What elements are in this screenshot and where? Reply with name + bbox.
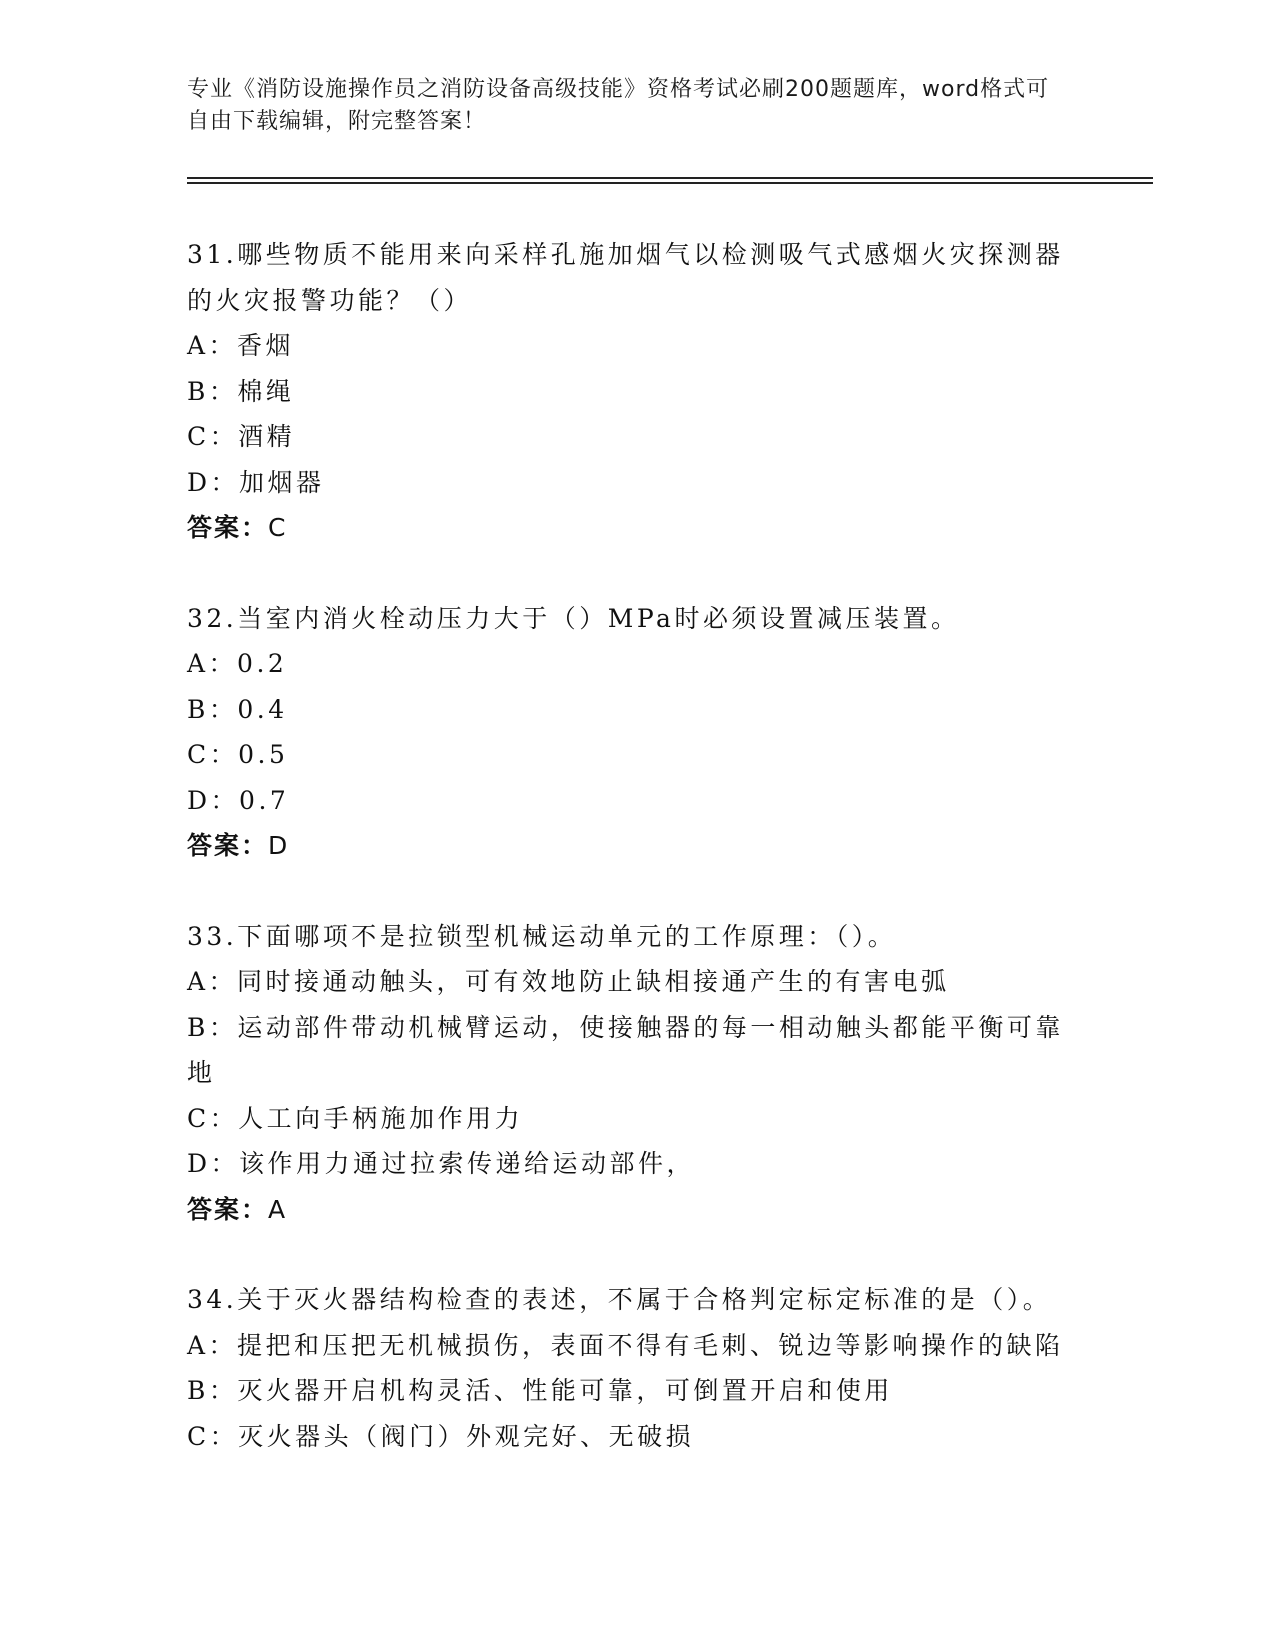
option-c: C：灭火器头（阀门）外观完好、无破损 (187, 1421, 695, 1451)
option-a: A：同时接通动触头，可有效地防止缺相接通产生的有害电弧 (187, 967, 950, 996)
answer-label: 答案： (187, 1194, 269, 1224)
header-divider-top (187, 177, 1153, 179)
answer-value: D (268, 831, 290, 860)
answer-value: A (268, 1194, 288, 1224)
option-b: B：棉绳 (187, 376, 295, 406)
question-stem: 34.关于灭火器结构检查的表述，不属于合格判定标定标准的是（）。 (187, 1285, 1052, 1314)
option-c: C：0.5 (187, 740, 289, 769)
question-34 (187, 1277, 1087, 1459)
answer-label: 答案： (187, 831, 269, 860)
answer-label: 答案： (187, 513, 269, 542)
option-a: A：提把和压把无机械损伤，表面不得有毛刺、锐边等影响操作的缺陷 (187, 1330, 1064, 1360)
answer-line (187, 1187, 1087, 1233)
option-c: C：人工向手柄施加作用力 (187, 1103, 524, 1133)
answer-line (187, 505, 1087, 551)
option-b: B：灭火器开启机构灵活、性能可靠，可倒置开启和使用 (187, 1376, 893, 1405)
question-list (187, 232, 1087, 1504)
answer-line (187, 823, 1087, 869)
header-divider-bottom (187, 182, 1153, 184)
question-31 (187, 232, 1087, 551)
option-d: D：该作用力通过拉索传递给运动部件， (187, 1149, 696, 1178)
option-c: C：酒精 (187, 422, 296, 451)
option-d: D：0.7 (187, 785, 290, 815)
question-stem: 31.哪些物质不能用来向采样孔施加烟气以检测吸气式感烟火灾探测器的火灾报警功能？（） (187, 240, 1064, 315)
answer-value: C (268, 513, 288, 542)
option-a: A：香烟 (187, 331, 295, 360)
question-33 (187, 914, 1087, 1233)
option-a: A：0.2 (187, 649, 288, 678)
question-stem: 33.下面哪项不是拉锁型机械运动单元的工作原理：（）。 (187, 921, 897, 951)
option-b: B：运动部件带动机械臂运动，使接触器的每一相动触头都能平衡可靠地 (187, 1012, 1064, 1087)
option-d: D：加烟器 (187, 467, 325, 497)
document-header: 专业《消防设施操作员之消防设备高级技能》资格考试必刷200题题库，word格式可自由下载编辑，附完整答案！ (187, 77, 1050, 134)
option-b: B：0.4 (187, 694, 288, 724)
question-32 (187, 596, 1087, 869)
question-stem: 32.当室内消火栓动压力大于（）MPa时必须设置减压装置。 (187, 603, 960, 633)
